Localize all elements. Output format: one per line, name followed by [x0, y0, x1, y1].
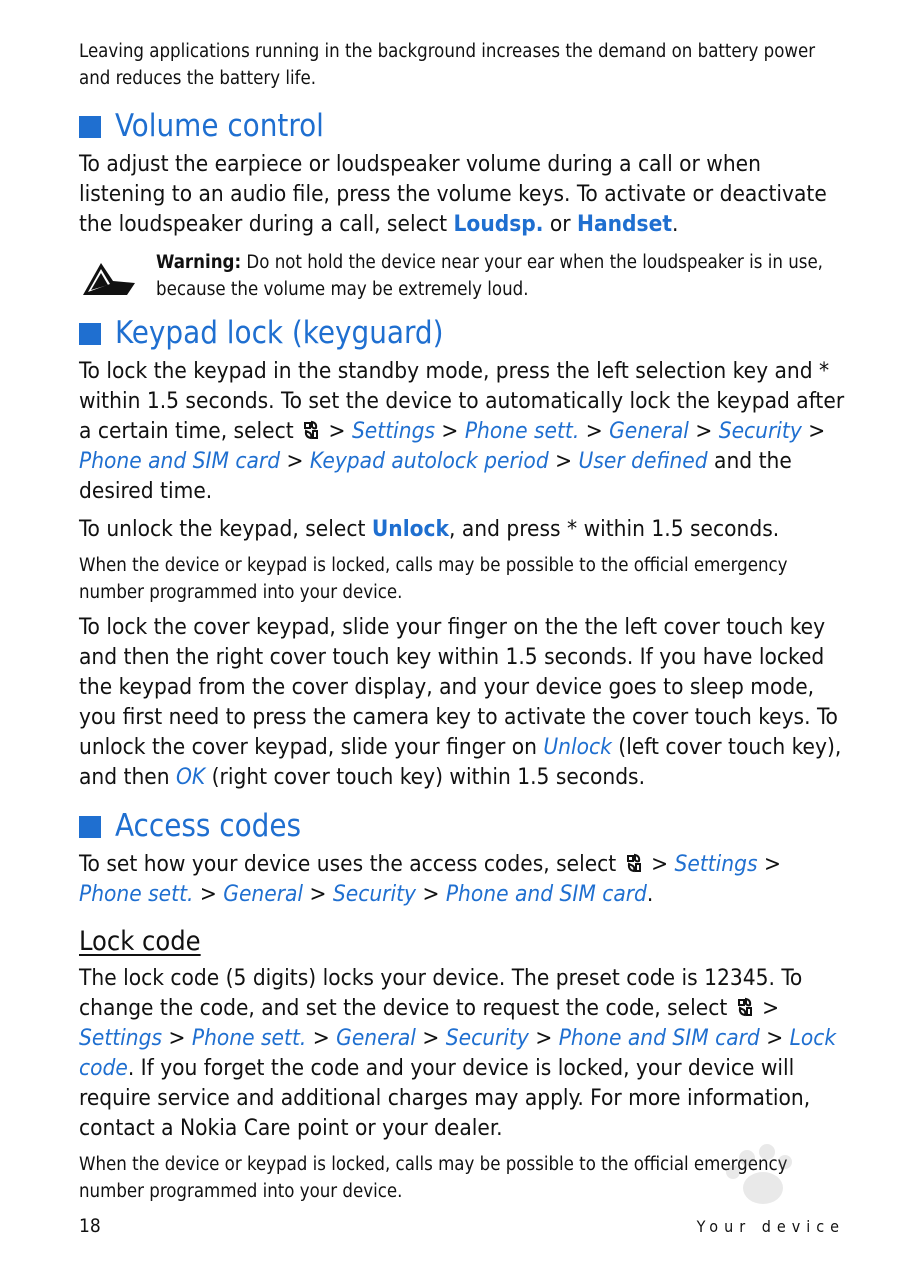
path-general: General	[336, 1025, 416, 1051]
path-security: Security	[718, 418, 802, 444]
path-settings: Settings	[79, 1025, 163, 1051]
path-settings: Settings	[674, 851, 758, 877]
path-keypad-autolock-period: Keypad autolock period	[309, 448, 549, 474]
path-phone-sett: Phone sett.	[464, 418, 580, 444]
page-footer	[79, 1215, 845, 1237]
path-security: Security	[445, 1025, 529, 1051]
heading-bullet	[79, 323, 101, 345]
path-phone-and-sim-card: Phone and SIM card	[445, 881, 647, 907]
path-phone-and-sim-card: Phone and SIM card	[558, 1025, 760, 1051]
path-user-defined: User defined	[578, 448, 708, 474]
warning-icon	[79, 257, 139, 299]
path-phone-sett: Phone sett.	[79, 881, 194, 907]
path-general: General	[223, 881, 304, 907]
page-number: 18	[79, 1215, 101, 1237]
emergency-note: When the device or keypad is locked, calls may be possible to the official emergency number programmed into your device.	[79, 1154, 788, 1202]
heading-bullet	[79, 116, 101, 138]
path-security: Security	[332, 881, 417, 907]
path-lock-code: Lock code	[79, 1025, 837, 1081]
warning-block	[79, 249, 849, 303]
keypad-paragraph-3: To lock the cover keypad, slide your finger on the the left cover touch key and then the right cover touch key within 1.5 seconds. If you have locked the keypad from the cover display, and your device goes to sleep mode, you first need to press the camera key to activate the cover touch keys. To unlock the cover keypad, slide your finger on Unlock (left cover touch key), and then OK (right cover touch key) within 1.5 seconds.	[79, 614, 842, 790]
path-general: General	[609, 418, 689, 444]
menu-key-icon	[736, 996, 754, 1018]
section-name: Your device	[696, 1217, 845, 1236]
heading-bullet	[79, 816, 101, 838]
emergency-note: When the device or keypad is locked, calls may be possible to the official emergency number programmed into your device.	[79, 555, 788, 603]
heading-lock-code: Lock code	[79, 926, 201, 957]
ok-touch-key: OK	[176, 764, 206, 790]
loudsp-option: Loudsp.	[453, 211, 544, 237]
keypad-paragraph-2: To unlock the keypad, select Unlock, and press * within 1.5 seconds.	[79, 516, 780, 542]
intro-text: Leaving applications running in the background increases the demand on battery power and reduces the battery life.	[79, 41, 816, 89]
menu-key-icon	[625, 852, 643, 874]
path-settings: Settings	[351, 418, 435, 444]
page-content	[79, 38, 849, 1205]
warning-text: Warning: Do not hold the device near your ear when the loudspeaker is in use, because the volume may be extremely loud.	[156, 252, 823, 300]
heading-keypad-lock: Keypad lock (keyguard)	[79, 314, 849, 352]
volume-paragraph: To adjust the earpiece or loudspeaker volume during a call or when listening to an audio file, press the volume keys. To activate or deactivate the loudspeaker during a call, select Loudsp. or Handset.	[79, 151, 827, 237]
heading-volume-control: Volume control	[79, 107, 849, 145]
access-paragraph: To set how your device uses the access codes, select > Settings > Phone sett. > General > Security > Phone and SIM card.	[79, 851, 781, 907]
path-phone-sett: Phone sett.	[191, 1025, 307, 1051]
keypad-paragraph-1: To lock the keypad in the standby mode, press the left selection key and * within 1.5 seconds. To set the device to automatically lock the keypad after a certain time, select > Settings > Phone sett. > General > Security > Phone and SIM card > Keypad autolock period > User defined and the desired time.	[79, 358, 845, 504]
menu-key-icon	[302, 419, 320, 441]
unlock-option: Unlock	[371, 516, 449, 542]
handset-option: Handset	[577, 211, 672, 237]
lock-paragraph: The lock code (5 digits) locks your device. The preset code is 12345. To change the code, and set the device to request the code, select > Settings > Phone sett. > General > Security > Phone and SIM card > Lock code. If you forget the code and your device is locked, your device will require service and additional charges may apply. For more information, contact a Nokia Care point or your dealer.	[79, 965, 837, 1141]
path-phone-and-sim-card: Phone and SIM card	[79, 448, 281, 474]
unlock-touch-key: Unlock	[543, 734, 612, 760]
heading-access-codes: Access codes	[79, 807, 849, 845]
